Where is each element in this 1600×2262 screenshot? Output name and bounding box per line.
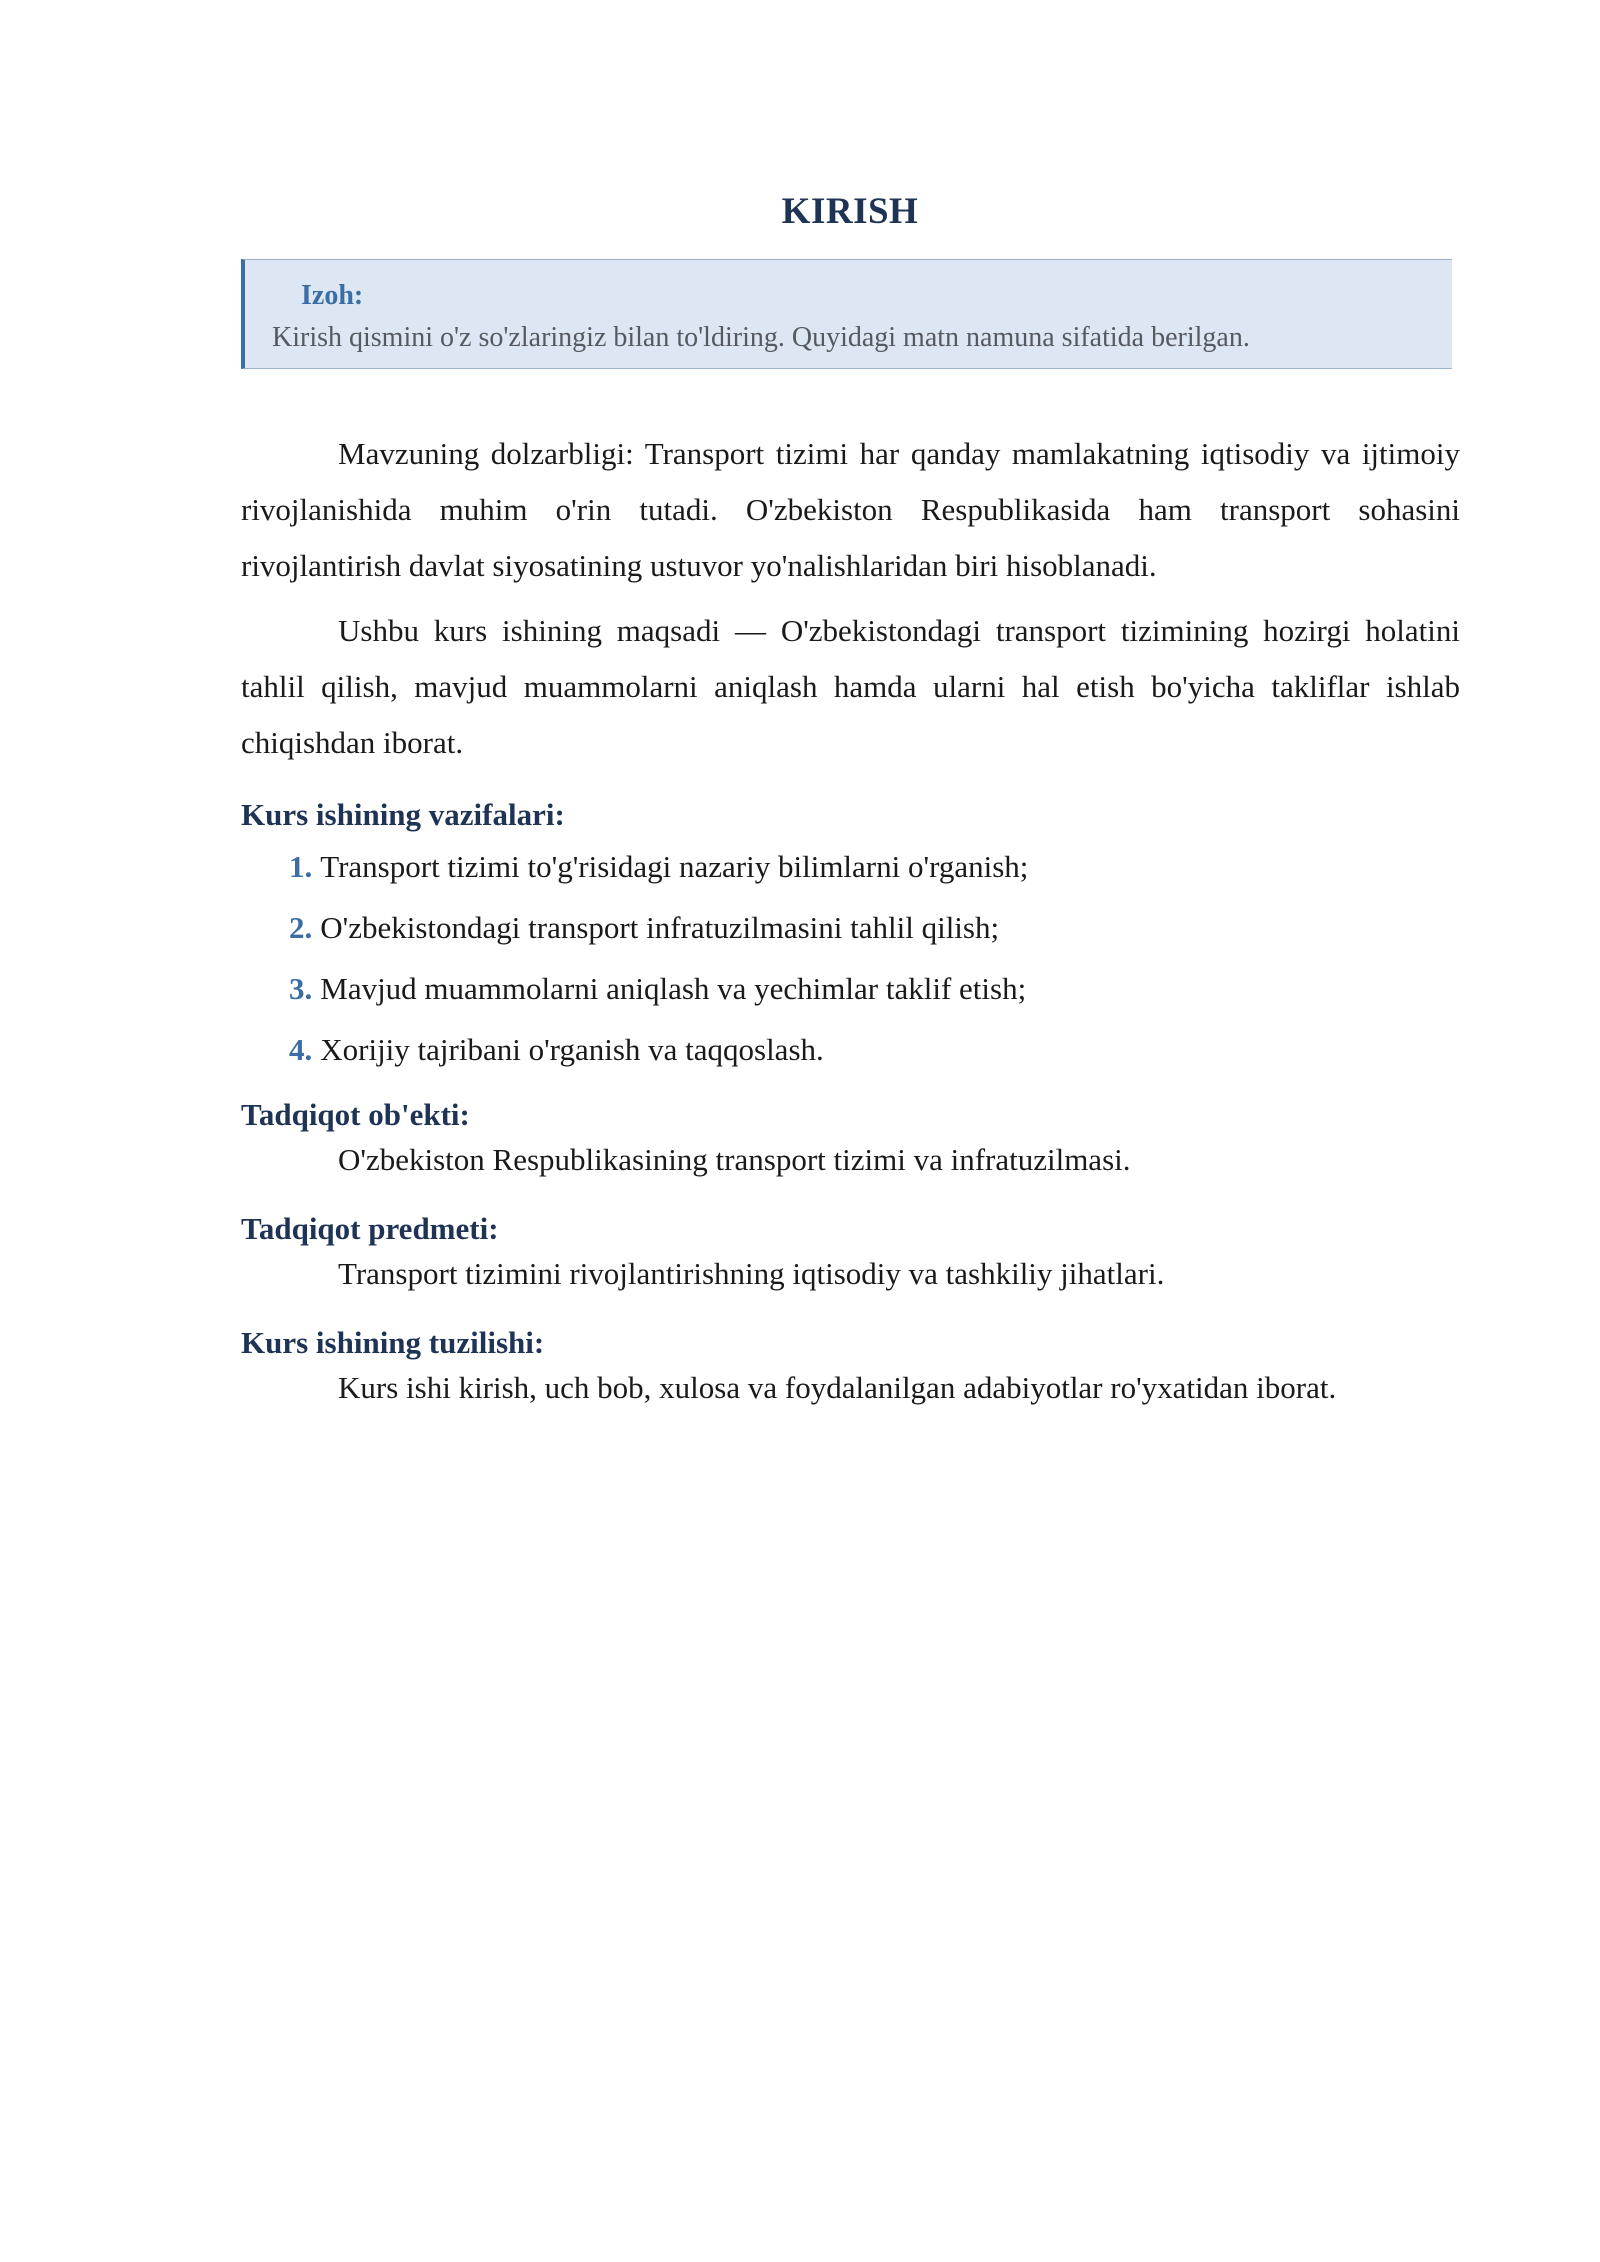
list-item-text: O'zbekistondagi transport infratuzilmasini tahlil qilish; [320, 910, 1000, 945]
list-item [289, 1025, 1028, 1086]
list-item-text: Xorijiy tajribani o'rganish va taqqoslash. [320, 1032, 824, 1067]
list-item-text: Mavjud muammolarni aniqlash va yechimlar taklif etish; [320, 971, 1027, 1006]
list-item-number: 4. [289, 1032, 313, 1067]
page-title: KIRISH [781, 191, 919, 232]
list-item-text: Transport tizimi to'g'risidagi nazariy bilimlarni o'rganish; [320, 849, 1029, 884]
subject-heading: Tadqiqot predmeti: [241, 1211, 499, 1246]
structure-text: Kurs ishi kirish, uch bob, xulosa va foydalanilgan adabiyotlar ro'yxatidan iborat. [338, 1370, 1337, 1405]
structure-heading: Kurs ishining tuzilishi: [241, 1325, 545, 1360]
tasks-list [289, 842, 1028, 1086]
paragraph-relevance: Mavzuning dolzarbligi: Transport tizimi har qanday mamlakatning iqtisodiy va ijtimoiy rivojlanishida muhim o'rin tutadi. O'zbekiston Respublikasida ham transport sohasini rivojlantirish davlat siyosatining ustuvor yo'nalishlaridan biri hisoblanadi. [241, 436, 1460, 583]
list-item [289, 964, 1028, 1025]
list-item-number: 1. [289, 849, 313, 884]
list-item-number: 3. [289, 971, 313, 1006]
tasks-heading: Kurs ishining vazifalari: [241, 797, 565, 832]
list-item [289, 842, 1028, 903]
list-item-number: 2. [289, 910, 313, 945]
object-heading: Tadqiqot ob'ekti: [241, 1097, 470, 1132]
note-text: Kirish qismini o'z so'zlaringiz bilan to'ldiring. Quyidagi matn namuna sifatida berilgan. [272, 322, 1250, 353]
paragraph-purpose: Ushbu kurs ishining maqsadi — O'zbekistondagi transport tizimining hozirgi holatini tahlil qilish, mavjud muammolarni aniqlash hamda ularni hal etish bo'yicha takliflar ishlab chiqishdan iborat. [241, 613, 1460, 760]
note-label: Izoh: [301, 280, 364, 311]
list-item [289, 903, 1028, 964]
object-text: O'zbekiston Respublikasining transport tizimi va infratuzilmasi. [338, 1142, 1131, 1177]
subject-text: Transport tizimini rivojlantirishning iqtisodiy va tashkiliy jihatlari. [338, 1256, 1165, 1291]
note-box [241, 259, 1452, 369]
